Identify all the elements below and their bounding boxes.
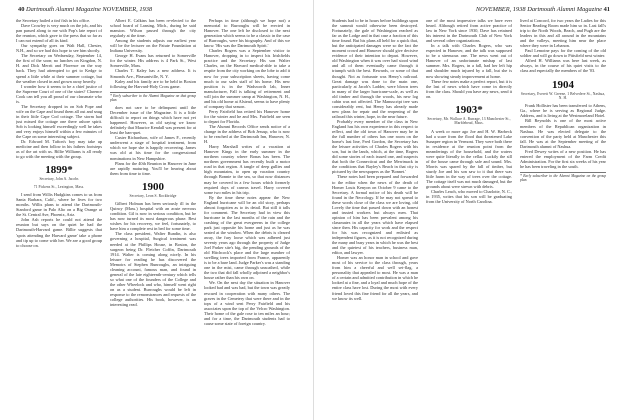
paragraph: The Secretary dropped in on Sob Pope and wife on the Cape and found them all out and snug in their little Cape Cod cottage. The storm had just missed the cottage one there ashore spirit. Sob is looking himself exceedingly well he takes and very enjoys himself within a few minutes of the Cape on some interesting subject. [16, 103, 102, 140]
class-year-heading: 1904 [552, 78, 574, 91]
paragraph: In a talk with Charles Rogers, who was expected in Hanover, and the talk was supposed to be a strenuous one. The news went out of Hanover of an unfortunate mishap of last summer. Mrs. Rogers, in a fall, had her left hip and shoulder much injured by a fall, but she is now showing steady improvement at home. [426, 43, 512, 79]
paragraph: Gilbert Holman has been seriously ill in the Quincy (Mass.) hospital with an acute nervous condition. Gil is now in serious condition, but he has now turned its most dangerous phase. Best wishes for his recovery, we feel, fortunately, to have him a complete rest in bed for some time. [110, 201, 196, 232]
paragraph: Perhaps in time (although we hope not) a memorial to Burroughs will be erected in Hanover. The one left he disclosed to the next generation which seems to be a classic in the case of Burroughs, were his biography. And of this we know. 'His was the Dartmouth Spirit.' [204, 18, 290, 49]
paragraph: Students had to be in hours before buildings upon the summit would otherwise been destroyed. Fortunately, the gale of Washington reached as far as the Lodge and in that case a fraction of this time found. But his plans all held for a quick that, but the anticipated damages were so the fact the moment crowd and Hanover should give decisive evidence of their intention to depart. However, old Washington when it was over had stood wind and all of them eventually came through it triumph with the best. Rewards, or some of that thought. Not as fortunate was Henry's railroad. Great damage was done to the main one, particularly at Jacob's Ladder, were blown trees in many of the larger hurricane-scale, as well as old timber and through the woods, his new log cabin was not affected. The Manuscript tree was considerably rent, but Henry has already made new plans for repair and the reopening of the railroad this winter, hope, in the near future. [332, 18, 418, 119]
paragraph: Harry Marshall writes of a vacation at Hanover Kings in the early summer in the northern country where Bonas has been. The northern government has recently built a motor road in that region. A tangle of deep gullies and high mountains, to open up vacation country through Bonnie to the sea, so that now distances may be covered in a few hours which formerly required days of canvas travel. Harry covered some two miles in his trip. [204, 144, 290, 195]
paragraph: Bill Reynolds is one of the most active members of the Republican organization in Nashua. He was elected delegate to the convention of the party held at Manchester this fall. He was at the September meeting of the Dartmouth alumni of Nashua. [520, 118, 606, 149]
class-secretary-address: 71 Pickens St., Lexington, Mass. [33, 184, 85, 189]
paragraph: Charles T. Kaley has a new address. It is Simonds Ave., Pleasantville, N. Y. [110, 68, 196, 79]
class-year-heading: 1899* [45, 164, 73, 177]
column-5 [426, 18, 512, 416]
paragraph: Fred Dewey writes of a new position. He has entered the employment of the Farm Credit Administration. For the first six weeks of his year he has been traveling in the south. [520, 148, 606, 169]
footnote: * Early subscriber to the Alumni Magazine on the group plan. [520, 173, 606, 183]
class-secretary-line: Secretary, Mr. Wallace A. Burrage, 13 Manchester St., Marblehead, Mass. [427, 116, 511, 126]
paragraph: John Ash reports he could not attend the reunion but says on the quiet he had the Dartmouth-Harvard game. Billie suggests that 'spots attending the Harvard game' take a phone and tip up to come with her. We are a good group to choose on. [16, 217, 102, 248]
running-head-left-title [18, 6, 152, 13]
paragraph: The Secretary on Wednesday, September 14, the first of the soon; no lunches on Kingdon, N. H. and Dick Merrit and Florence on the way back. They had attempted to get to Kedge to spend a little while at their summer cottage, but the weather closed in and grown away heavily. [16, 53, 102, 84]
class-year-heading: 1903* [455, 103, 483, 116]
column-4 [332, 18, 418, 416]
paragraph: Paul Lemoine pays for the coming of the old soldier and will go down to Pittsfield next winter. [520, 48, 606, 59]
running-head-right-title [476, 6, 610, 13]
paragraph: Homer was an honor man in school and gave most of his service to the class through, years from him a cheerful and well set-flag, a personality that appealed to most. He was a man of a certain and admitted contribution in which he looked at a fine, and a loyal and much hope of the entire class have lost. During the most with every friend loved this fine friend for all the years, and we know its well. [332, 255, 418, 301]
paragraph: Perry Fairfield has retired his Hanover home for the winter and he and Mrs. Fairfield are seen to depart for Florida. [204, 108, 290, 124]
class-year-heading: 1900 [142, 180, 164, 193]
issue-date-left: NOVEMBER, 1938 [102, 6, 153, 13]
paragraph: A week or more ago Joe and H. W. Harbeck had a scare from the flood that threatened Lake Sunapee region in Vermont. They were both there in residence at the reunion point from the meanderings of the household, and the waters were quite literally in the cellar. Luckily the sill of the house came through safe and sound. Mrs. Morris was spared by the fall of timber, but sturdy Joe and his son saw to it that there was little harm in the way of trees over the cottage. The cottage itself was not much damaged, but the grounds about were strewn with debris. [426, 128, 512, 190]
running-head-left [18, 6, 295, 16]
paragraph: Charles Rogers was a September visitor to Hanover, dropping in to inspect his Irishfields practice and the Secretary. His son Walter Charles, on the Harvard medical-able to take a respite from the city working on the lobe to add it now for your subscription sheets, having come much to our sales staff of his home. His new position is in the Wadsworth lab, Inner manufacturer, Fall is talking of retirement and will join the summer camp at Washington, N. H., and his old home at Alstead, seems to have plenty of company that season. [204, 48, 290, 109]
paragraph: Albert E. Calkins has been re-elected to the school board of Lansing, Mich., during he said mansion. Wilson passed through the city regularly at the time. [110, 18, 196, 39]
paragraph: I send from Willis Hudgkins comes to us from Santa Barbara, Calif., where he lives for two months. Willis plans to attend the Dartmouth-Stanford game in Palo Alto on a Big Orange at the St. Central Ave, Phoenix, Ariz. [16, 192, 102, 218]
column-3 [204, 18, 290, 416]
paragraph: The Alumni Records Office sends notice of a change in the address of Bob Jessup, who is now to be reached at the Dartmouth Inn, Hanover, N. H. [204, 123, 290, 145]
paragraph: Dave Crowley is very much on the job, and his pan passed along to me with Pop's late report of the reunion, which gave to the press that so far as I can not extend of all its kind. [16, 23, 102, 44]
page-number-left: 40 [18, 6, 25, 13]
paragraph: George H. Evans has returned to Somerville for the winter. His address is 4 Park St., West Somerville, Mass. [110, 53, 196, 69]
issue-date-right: NOVEMBER, 1938 [475, 6, 526, 13]
paragraph: The class president, Walter Rundin, is also governing a hospital, Surgical treatment was needed at the Phillips House, in Boston, the surgeon being Dr. Fletcher Coffin, Dartmouth 1914. Walter is coming along nicely. In his leisure for reading he has discovered the Memoirs of Stephen Bunroughs, an intriguing cleaning account, famous man, and found in general of the late eighteenth-century which tells so what one of the founders of the College and the other Wheelock and who, himself went right on as a student. Burroughs would be left in response to the remonstrances and requests of the college authorities. His book, however, is an interesting read. [110, 231, 196, 308]
paragraph: Kaley and his family are to be held in Boston following the Harvard-Holy Cross game. [110, 78, 196, 89]
paragraph: does not care to be delinquent until the December issue of the Magazine. It is a little difficult to report on things which have not yet happened. However, as old saying we know definitely that Maurice Kendall was present for at least the ban-quet. [110, 105, 196, 136]
paragraph: Frank Hollister has been transferred to Athens, Ga., where he is serving as Regional Judge. Address, and is living at the Westmoreland Hotel. [520, 103, 606, 119]
magazine-title-right: Dartmouth Alumni Magazine [527, 6, 602, 13]
paragraph: Alfred H. Williams was here last week, as always, in the course of his quiet visits to the class and especially the members of the '03. [520, 58, 606, 74]
page-number-right: 41 [603, 6, 610, 13]
paragraph: Charles Leach, who moved to Charlotte, N. C., in 1935, writes that his son will be graduating from the University of North Carolina. [426, 189, 512, 205]
paragraph: Custer Richardson, wife of James F., recently underwent a stage of hospital treatment, from which we hope she is happily recovering. James was old at his time for the congressional nominations in New Hampshire. [110, 135, 196, 161]
column-6 [520, 18, 606, 416]
column-1 [16, 18, 102, 416]
paragraph: By the time these notes appear the New England hurricane will be an old story, perhaps almost forgotten as to its detail. But still it talls for comment. The Secretary had in view this hurricane in the last months of the rain and the crashing of the great evergreens in the college park just opposite his home and just as he was seated at the window. When the debris is cleared away, the fury loose which was adhered just seventy years ago through the property of Judge Joel Parker site's big, the pending grounds of the old Hitchcock's place and the large number of swelling trees imported from France, apparently is to be a bare land. Judge Parker's was a standing one in the mist, came through unscathed, while the two that did fall wholly adjoined a neighbor's house rather than his own on. [204, 194, 290, 281]
paragraph: Our sympathy goes on Walt Hall, Chester, N.H., and so we had this hope to see him shortly. [16, 43, 102, 54]
paragraph: lived at Concord, for two years the Ladies for this Senior Reading Room made him so in. Last fall's trip to the North Woods, Beach, and Pugh are the leaders in this and all around in the mountains and the valleys, meeting him near the place where they were in Lebanon. [520, 18, 606, 49]
paragraph: Probably every member of the class in New England has his own experience in this respect to reflect, and the old town of Hanover may be in the full number of others has one room on the home's last line, Fred Gordon, the Secretary has the leisure activities of Charles Rogers with his son, but in the lands, which, at the time, Rogers did some stories of each issued one, and suspects that both the Connecticut and the Merrimack in the conditions that Bayley's Beach in that city is pictured by the newspapers as the 'Bonnet.' [332, 118, 418, 175]
paragraph: Among the students adjusts our earliest year will be the lecturer on the Paiute Foundation at Indiana University. [110, 38, 196, 54]
paragraph: one of the most impressive talks we have ever heard. Although retired from active practice of law in New York since 1930, Dave has retained his interest in the Dartmouth Club of New York and several other organizations. [426, 18, 512, 44]
class-secretary-line: Secretary, John A. Jacobs [39, 177, 79, 182]
footnote: * Early subscriber to the Alumni Magazine on that group plan. [110, 93, 196, 102]
paragraph: We. On the next day the situation in Hanover looked bad and was bad, but the town was greatly rescued in cooperation with many others. The graves in the Cemetery that were there and in the tops of a wind sent Perry Fairfield and his associates upon the top of the Velcro Washington. Their home of the gale rose to ten miles an hour; and for a time, the Dartmouth students had to cause some state of foreign country. [204, 280, 290, 326]
running-head-right [333, 6, 610, 16]
class-secretary-line: Secretary, Everett W. Greene, 1 Belvedere St., Nashua, N. H. [520, 91, 606, 100]
paragraph: Dr. Edward M. Tafton's boy may take up medicine and then follow in his fathers footsteps as of the art with us. Billie Williams is all ready to go with the meeting with the group. [16, 139, 102, 160]
paragraph: I wonder how it seems to be a chief justice of the Supreme Court of one of the states? Clarence Cook can tell you all proud of our classmate who is. [16, 83, 102, 104]
class-secretary-line: Secretary, Leon S. Rockbridge [129, 193, 177, 198]
right-page [315, 0, 628, 420]
paragraph: These few notes make a perfect report, but it is the last of news which have come in directly from the class. Should you have any news, send it on. [426, 78, 512, 99]
column-2 [110, 18, 196, 416]
paragraph: the Secretary hailed a tinf fish in his office. [16, 18, 91, 23]
paragraph: Plans for the 40th Reunion in Hanover in June are rapidly maturing. You'll be hearing about them from time to time. [110, 160, 196, 176]
magazine-title-left: Dartmouth Alumni Magazine [26, 6, 101, 13]
paragraph: These notes had been prepared and forwarded to the editor when the news of the death of Homer Louis Kenyon on October 9 came to the Secretary. A formal notice of his death will be found in the Necrology. If he may not spread to these words close of the class we are loving, old Lovely the time that passed down with an honest and trusted workers but always men. That opinion of him has been prevalent among his classmates in all the years which have elapsed since then. His capacity for work and the respect for his was recognized and enlisted as independent figures, as it is not recognized during the many and busy years in which he was the best and the quietest of his teachers, business man, editor, and lawyer. [332, 174, 418, 256]
